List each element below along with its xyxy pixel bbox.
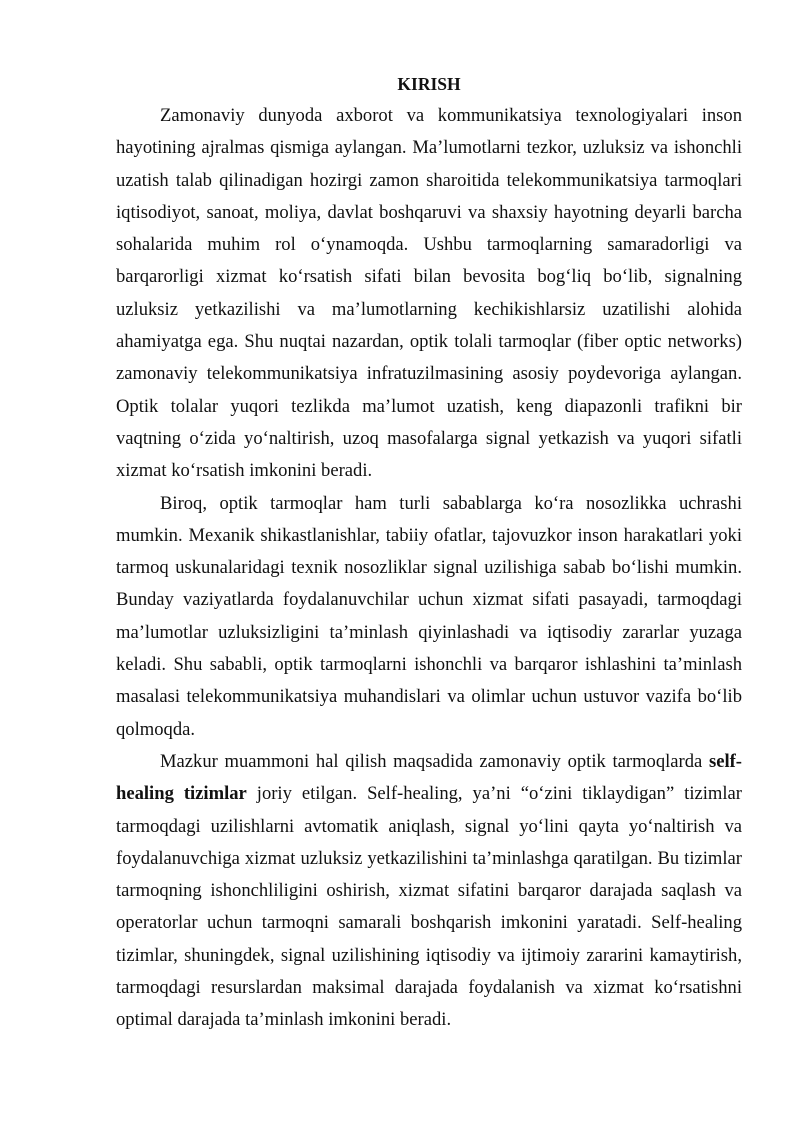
paragraph-self-healing-rest: joriy etilgan. Self-healing, ya’ni “o‘zini tiklaydigan” tizimlar tarmoqdagi uzilishlarni avtomatik aniqlash, signal yo‘lini qayta yo‘naltirish va foydalanuvchiga xizmat uzluksiz yetkazilishini ta’minlashga qaratilgan. Bu tizimlar tarmoqning ishonchliligini oshirish, xizmat sifatini barqaror darajada saqlash va operatorlar uchun tarmoqni samarali boshqarish imkonini yaratadi. Self-healing tizimlar, shuningdek, signal uzilishining iqtisodiy va ijtimoiy zararini kamaytirish, tarmoqdagi resurslardan maksimal darajada foydalanish va xizmat ko‘rsatishni optimal darajada ta’minlash imkonini beradi. bbox=[116, 783, 742, 1031]
page-title: KIRISH bbox=[397, 74, 461, 94]
paragraph-self-healing bbox=[116, 746, 742, 1037]
paragraph-self-healing-lead: Mazkur muammoni hal qilish maqsadida zamonaviy optik tarmoqlarda bbox=[160, 750, 709, 772]
document-page bbox=[116, 72, 742, 1037]
paragraph-introduction: Zamonaviy dunyoda axborot va kommunikatsiya texnologiyalari inson hayotining ajralmas qismiga aylangan. Ma’lumotlarni tezkor, uzluksiz va ishonchli uzatish talab qilinadigan hozirgi zamon sharoitida telekommunikatsiya tarmoqlari iqtisodiyot, sanoat, moliya, davlat boshqaruvi va shaxsiy hayotning deyarli barcha sohalarida muhim rol o‘ynamoqda. Ushbu tarmoqlarning samaradorligi va barqarorligi xizmat ko‘rsatish sifati bilan bevosita bog‘liq bo‘lib, signalning uzluksiz yetkazilishi va ma’lumotlarning kechikishlarsiz uzatilishi alohida ahamiyatga ega. Shu nuqtai nazardan, optik tolali tarmoqlar (fiber optic networks) zamonaviy telekommunikatsiya infratuzilmasining asosiy poydevoriga aylangan. Optik tolalar yuqori tezlikda ma’lumot uzatish, keng diapazonli trafikni bir vaqtning o‘zida yo‘naltirish, uzoq masofalarga signal yetkazish va yuqori sifatli xizmat ko‘rsatish imkonini beradi. bbox=[116, 105, 742, 482]
self-healing-term: self-healing tizimlar bbox=[116, 750, 742, 805]
paragraph-problem: Biroq, optik tarmoqlar ham turli sabablarga ko‘ra nosozlikka uchrashi mumkin. Mexanik shikastlanishlar, tabiiy ofatlar, tajovuzkor inson harakatlari yoki tarmoq uskunalaridagi texnik nosozliklar signal uzilishiga sabab bo‘lishi mumkin. Bunday vaziyatlarda foydalanuvchilar uchun xizmat sifati pasayadi, tarmoqdagi ma’lumotlar uzluksizligini ta’minlash qiyinlashadi va iqtisodiy zararlar yuzaga keladi. Shu sababli, optik tarmoqlarni ishonchli va barqaror ishlashini ta’minlash masalasi telekommunikatsiya muhandislari va olimlar uchun ustuvor vazifa bo‘lib qolmoqda. bbox=[116, 492, 742, 740]
